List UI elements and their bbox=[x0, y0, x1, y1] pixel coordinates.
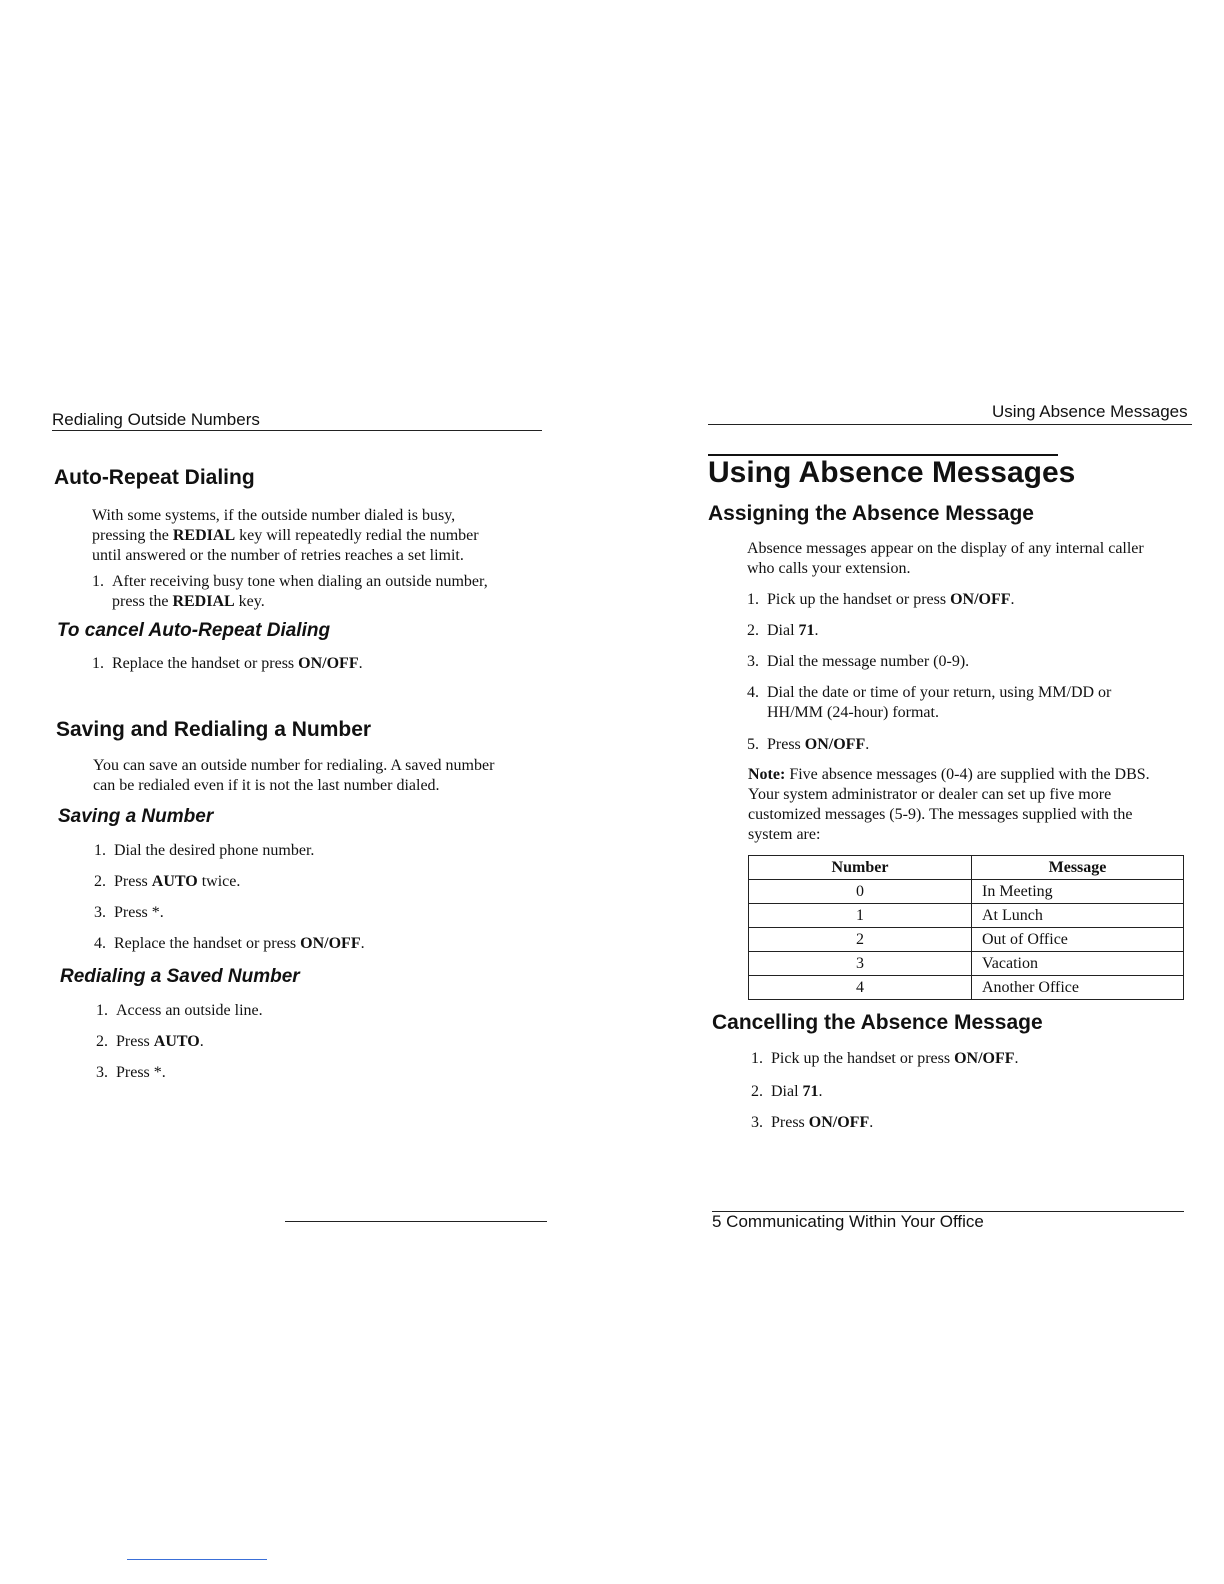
table-cell-message: Out of Office bbox=[972, 928, 1184, 952]
table-row bbox=[749, 904, 1184, 928]
right-header-rule bbox=[708, 424, 1192, 425]
redialing-saved-step-3: 3. Press *. bbox=[96, 1064, 166, 1081]
auto-repeat-step-1: 1. After receiving busy tone when dialing an outside number, press the REDIAL key. bbox=[92, 573, 488, 610]
table-cell-message: In Meeting bbox=[972, 880, 1184, 904]
redialing-saved-heading: Redialing a Saved Number bbox=[60, 966, 300, 987]
saving-number-step-1: 1. Dial the desired phone number. bbox=[94, 842, 315, 859]
cancel-auto-repeat-heading: To cancel Auto-Repeat Dialing bbox=[57, 620, 331, 641]
auto-repeat-intro-line-a: With some systems, if the outside number dialed is busy, bbox=[92, 507, 456, 524]
table-cell-number: 4 bbox=[749, 976, 972, 1000]
auto-repeat-intro bbox=[92, 506, 552, 566]
cancel-auto-repeat-step-1: 1. Replace the handset or press ON/OFF. bbox=[92, 655, 363, 672]
right-running-head: Using Absence Messages bbox=[992, 402, 1188, 421]
table-row bbox=[749, 952, 1184, 976]
page-title: Using Absence Messages bbox=[708, 456, 1076, 489]
saving-number-step-3: 3. Press *. bbox=[94, 904, 164, 921]
note-label: Note: bbox=[748, 766, 786, 783]
left-running-head: Redialing Outside Numbers bbox=[52, 410, 260, 429]
auto-repeat-intro-line-c: until answered or the number of retries reaches a set limit. bbox=[92, 547, 464, 564]
table-header-number: Number bbox=[749, 856, 972, 880]
redialing-saved-step-2: 2. Press AUTO. bbox=[96, 1033, 204, 1050]
assigning-step-5: 5. Press ON/OFF. bbox=[747, 736, 870, 753]
auto-repeat-heading: Auto-Repeat Dialing bbox=[54, 466, 255, 489]
redialing-saved-step-1: 1. Access an outside line. bbox=[96, 1002, 263, 1019]
table-row bbox=[749, 976, 1184, 1000]
assigning-step-3: 3. Dial the message number (0-9). bbox=[747, 653, 970, 670]
table-cell-number: 2 bbox=[749, 928, 972, 952]
table-cell-number: 0 bbox=[749, 880, 972, 904]
saving-number-heading: Saving a Number bbox=[58, 806, 214, 827]
table-cell-message: At Lunch bbox=[972, 904, 1184, 928]
note-block: Note: Five absence messages (0-4) are supplied with the DBS. Your system administrator or dealer can set up five more customized messages (5-9). The messages supplied with the system are: bbox=[748, 766, 1150, 843]
bottom-scan-line bbox=[127, 1559, 267, 1560]
auto-repeat-intro-line-b: pressing the REDIAL key will repeatedly redial the number bbox=[92, 527, 479, 544]
table-row bbox=[749, 928, 1184, 952]
assigning-intro: Absence messages appear on the display of any internal caller who calls your extension. bbox=[747, 540, 1144, 577]
left-footer-rule bbox=[285, 1221, 547, 1222]
assigning-step-2: 2. Dial 71. bbox=[747, 622, 819, 639]
page-footer: 5 Communicating Within Your Office bbox=[712, 1212, 984, 1231]
saving-number-step-4: 4. Replace the handset or press ON/OFF. bbox=[94, 935, 365, 952]
absence-messages-table bbox=[748, 855, 1184, 1000]
table-cell-message: Another Office bbox=[972, 976, 1184, 1000]
table-cell-message: Vacation bbox=[972, 952, 1184, 976]
cancelling-step-2: 2. Dial 71. bbox=[751, 1083, 823, 1100]
table-row bbox=[749, 880, 1184, 904]
left-header-rule bbox=[52, 430, 542, 431]
table-header-message: Message bbox=[972, 856, 1184, 880]
assigning-heading: Assigning the Absence Message bbox=[708, 502, 1034, 525]
table-cell-number: 1 bbox=[749, 904, 972, 928]
assigning-step-4: 4. Dial the date or time of your return, using MM/DD or HH/MM (24-hour) format. bbox=[747, 684, 1112, 721]
cancelling-heading: Cancelling the Absence Message bbox=[712, 1011, 1043, 1034]
table-cell-number: 3 bbox=[749, 952, 972, 976]
cancelling-step-1: 1. Pick up the handset or press ON/OFF. bbox=[751, 1050, 1019, 1067]
table-header-row bbox=[749, 856, 1184, 880]
redial-key-label: REDIAL bbox=[172, 527, 236, 544]
saving-number-step-2: 2. Press AUTO twice. bbox=[94, 873, 241, 890]
assigning-step-1: 1. Pick up the handset or press ON/OFF. bbox=[747, 591, 1015, 608]
saving-redialing-heading: Saving and Redialing a Number bbox=[56, 718, 372, 741]
cancelling-step-3: 3. Press ON/OFF. bbox=[751, 1114, 874, 1131]
saving-redialing-intro: You can save an outside number for redialing. A saved number can be redialed even if it is not the last number dialed. bbox=[93, 757, 495, 794]
